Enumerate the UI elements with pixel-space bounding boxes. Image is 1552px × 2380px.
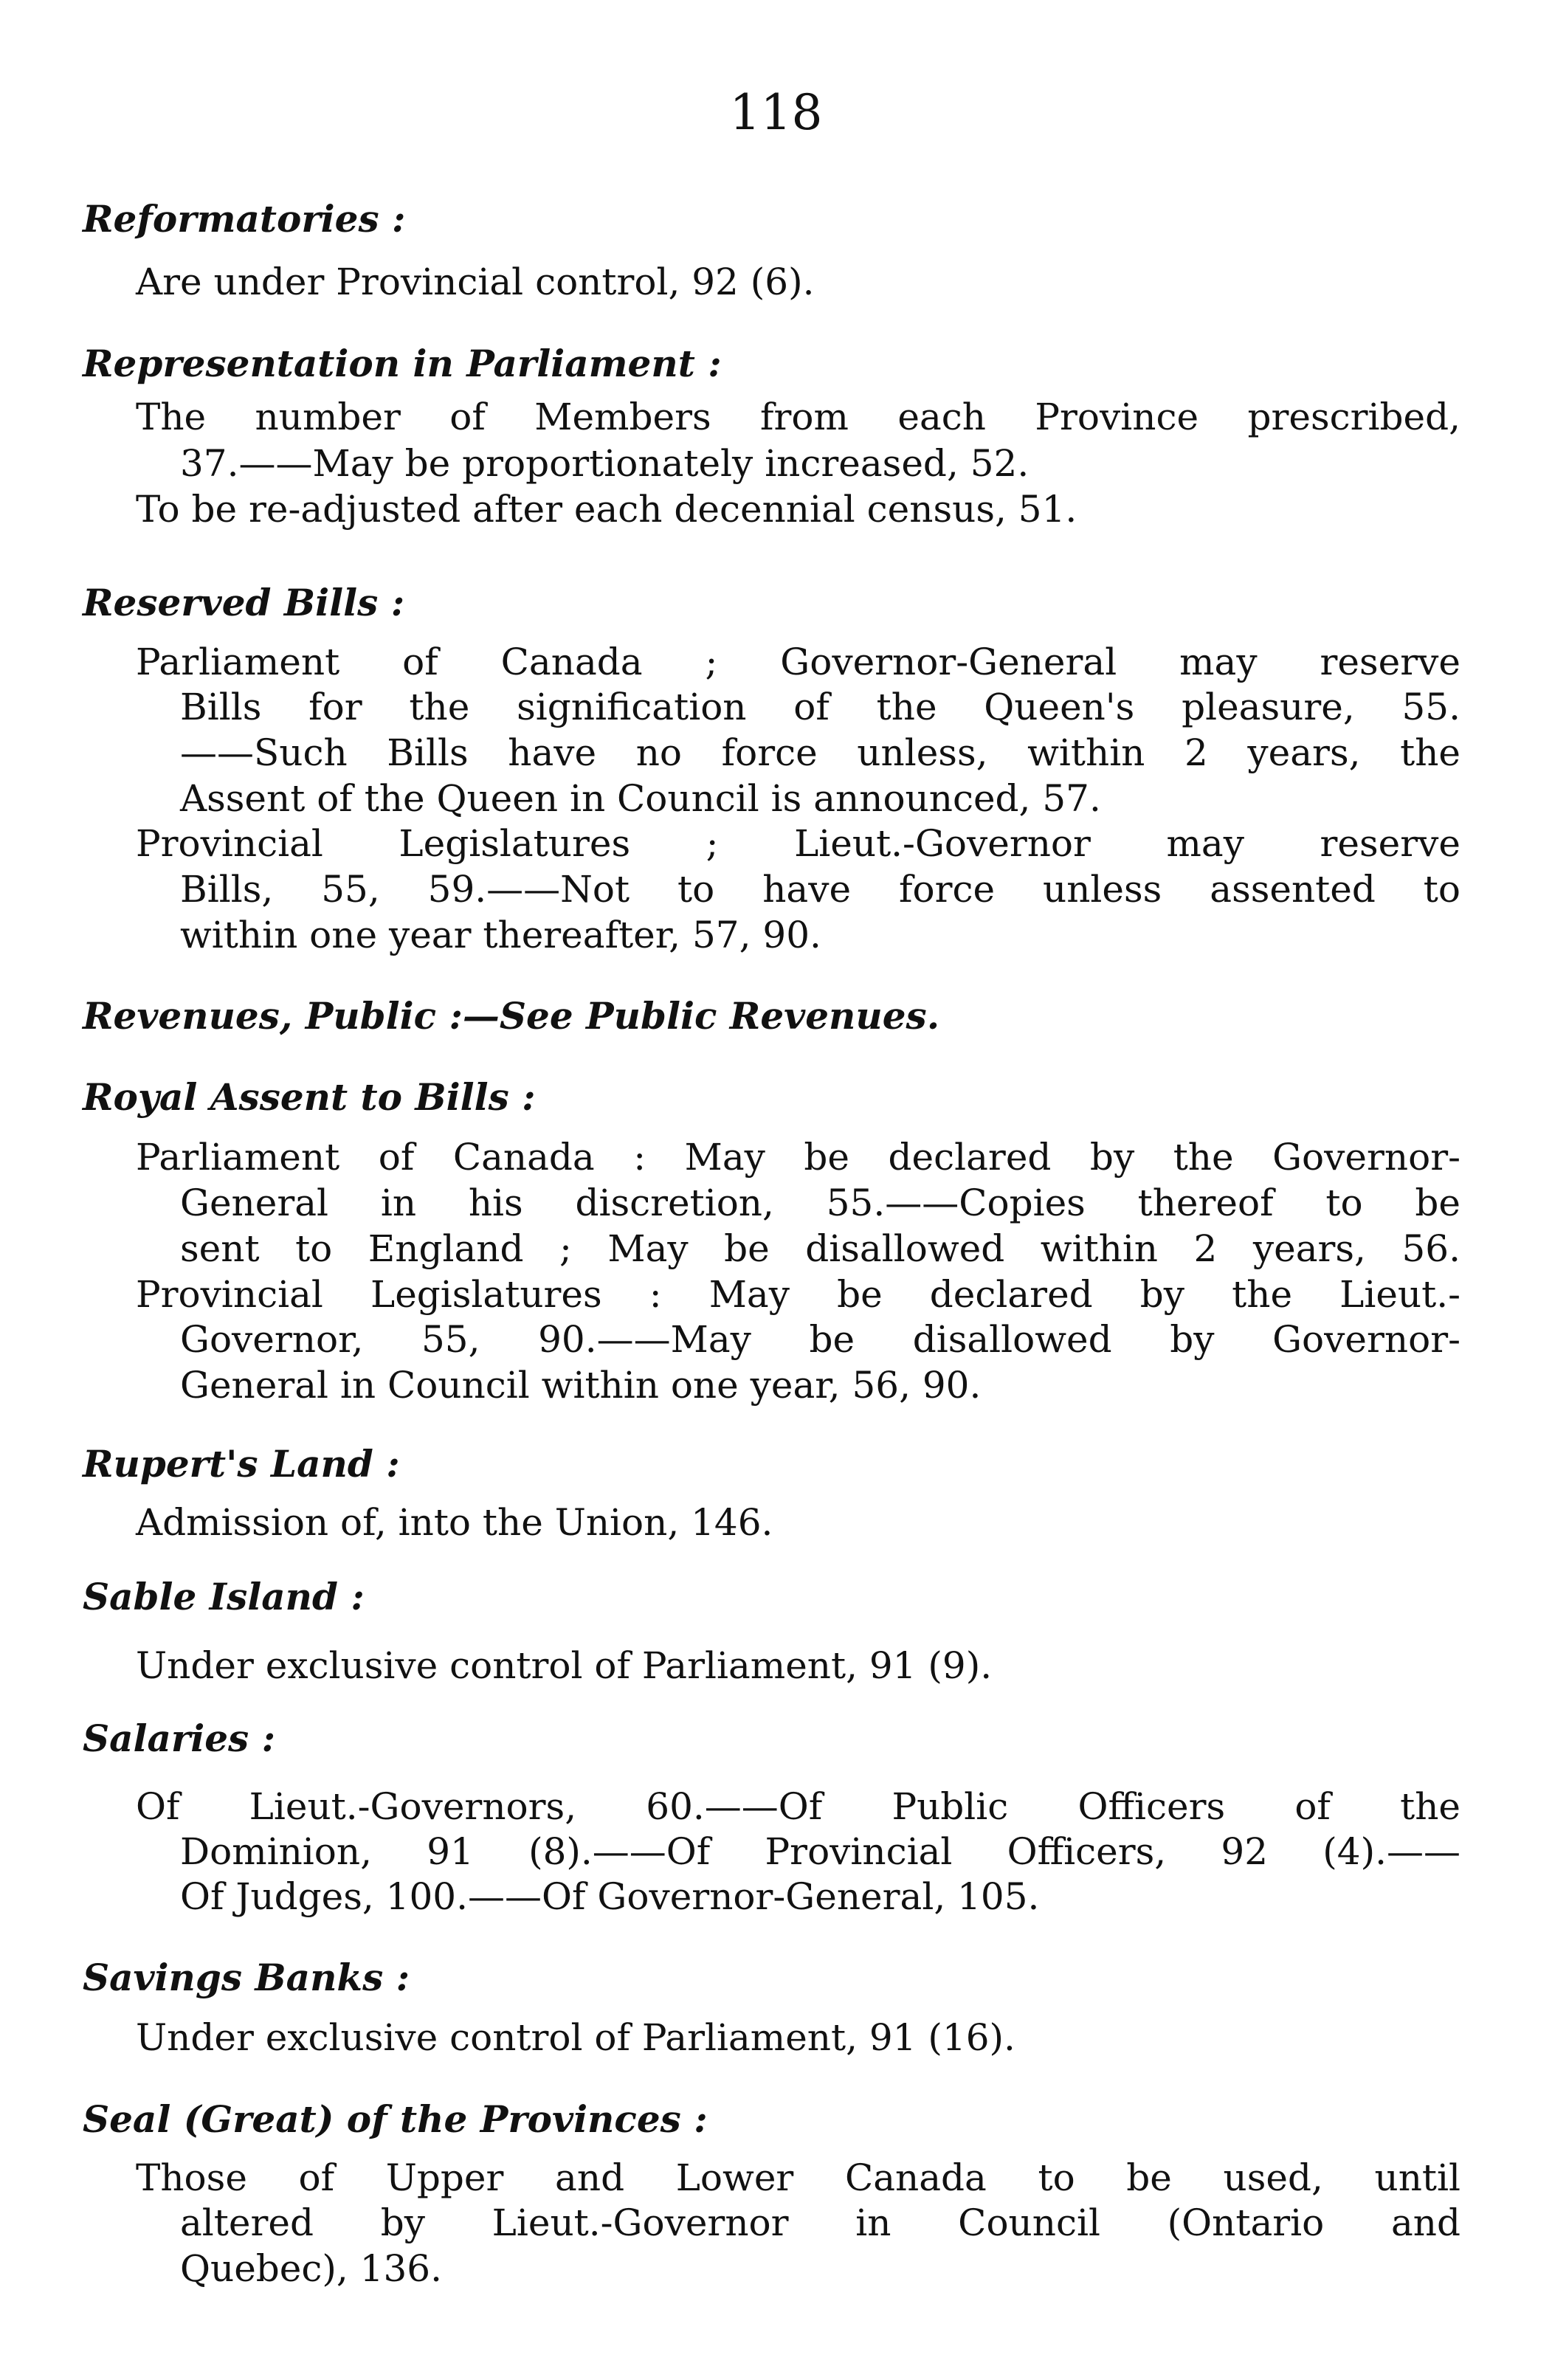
entry-heading: Reserved Bills : <box>83 581 405 624</box>
entry-heading: Revenues, Public :—See Public Revenues. <box>83 994 940 1038</box>
entry-line: The number of Members from each Province prescribed, <box>136 396 1460 438</box>
entry-line: Governor, 55, 90.——May be disallowed by Governor- <box>180 1318 1460 1361</box>
entry-line: sent to England ; May be disallowed within 2 years, 56. <box>180 1227 1460 1270</box>
entry-line: Under exclusive control of Parliament, 91 (16). <box>136 2016 1015 2059</box>
entry-line: Quebec), 136. <box>180 2247 443 2290</box>
entry-heading: Reformatories : <box>83 197 406 241</box>
entry-line: Parliament of Canada : May be declared by the Governor- <box>136 1136 1460 1179</box>
entry-line: Those of Upper and Lower Canada to be used, until <box>136 2156 1460 2199</box>
entry-line: Admission of, into the Union, 146. <box>136 1501 773 1544</box>
entry-line: Parliament of Canada ; Governor-General may reserve <box>136 641 1460 683</box>
entry-heading: Salaries : <box>83 1717 276 1760</box>
entry-heading: Sable Island : <box>83 1575 365 1618</box>
page-number: 118 <box>729 84 823 141</box>
entry-line: Provincial Legislatures : May be declared by the Lieut.- <box>136 1273 1460 1316</box>
entry-heading: Seal (Great) of the Provinces : <box>83 2097 708 2141</box>
entry-line: Under exclusive control of Parliament, 91 (9). <box>136 1644 993 1687</box>
entry-line: To be re-adjusted after each decennial census, 51. <box>136 488 1077 531</box>
entry-line: Provincial Legislatures ; Lieut.-Governor may reserve <box>136 822 1460 865</box>
entry-line: altered by Lieut.-Governor in Council (Ontario and <box>180 2201 1460 2244</box>
entry-line: General in his discretion, 55.——Copies thereof to be <box>180 1182 1460 1224</box>
entry-heading: Savings Banks : <box>83 1956 410 1999</box>
entry-line: ——Such Bills have no force unless, within 2 years, the <box>180 731 1460 774</box>
entry-line: Are under Provincial control, 92 (6). <box>136 261 815 303</box>
entry-line: Of Judges, 100.——Of Governor-General, 105. <box>180 1875 1040 1918</box>
entry-line: Bills for the signification of the Queen's pleasure, 55. <box>180 686 1460 728</box>
entry-line: Bills, 55, 59.——Not to have force unless assented to <box>180 868 1460 911</box>
entry-heading: Representation in Parliament : <box>83 342 722 385</box>
entry-line: 37.——May be proportionately increased, 52. <box>180 442 1030 485</box>
entry-line: Of Lieut.-Governors, 60.——Of Public Officers of the <box>136 1785 1460 1828</box>
entry-line: Dominion, 91 (8).——Of Provincial Officers, 92 (4).—— <box>180 1830 1460 1873</box>
entry-line: within one year thereafter, 57, 90. <box>180 914 821 956</box>
entry-line: General in Council within one year, 56, 90. <box>180 1364 982 1407</box>
entry-heading: Rupert's Land : <box>83 1442 400 1486</box>
entry-line: Assent of the Queen in Council is announced, 57. <box>180 777 1101 820</box>
entry-heading: Royal Assent to Bills : <box>83 1075 536 1119</box>
